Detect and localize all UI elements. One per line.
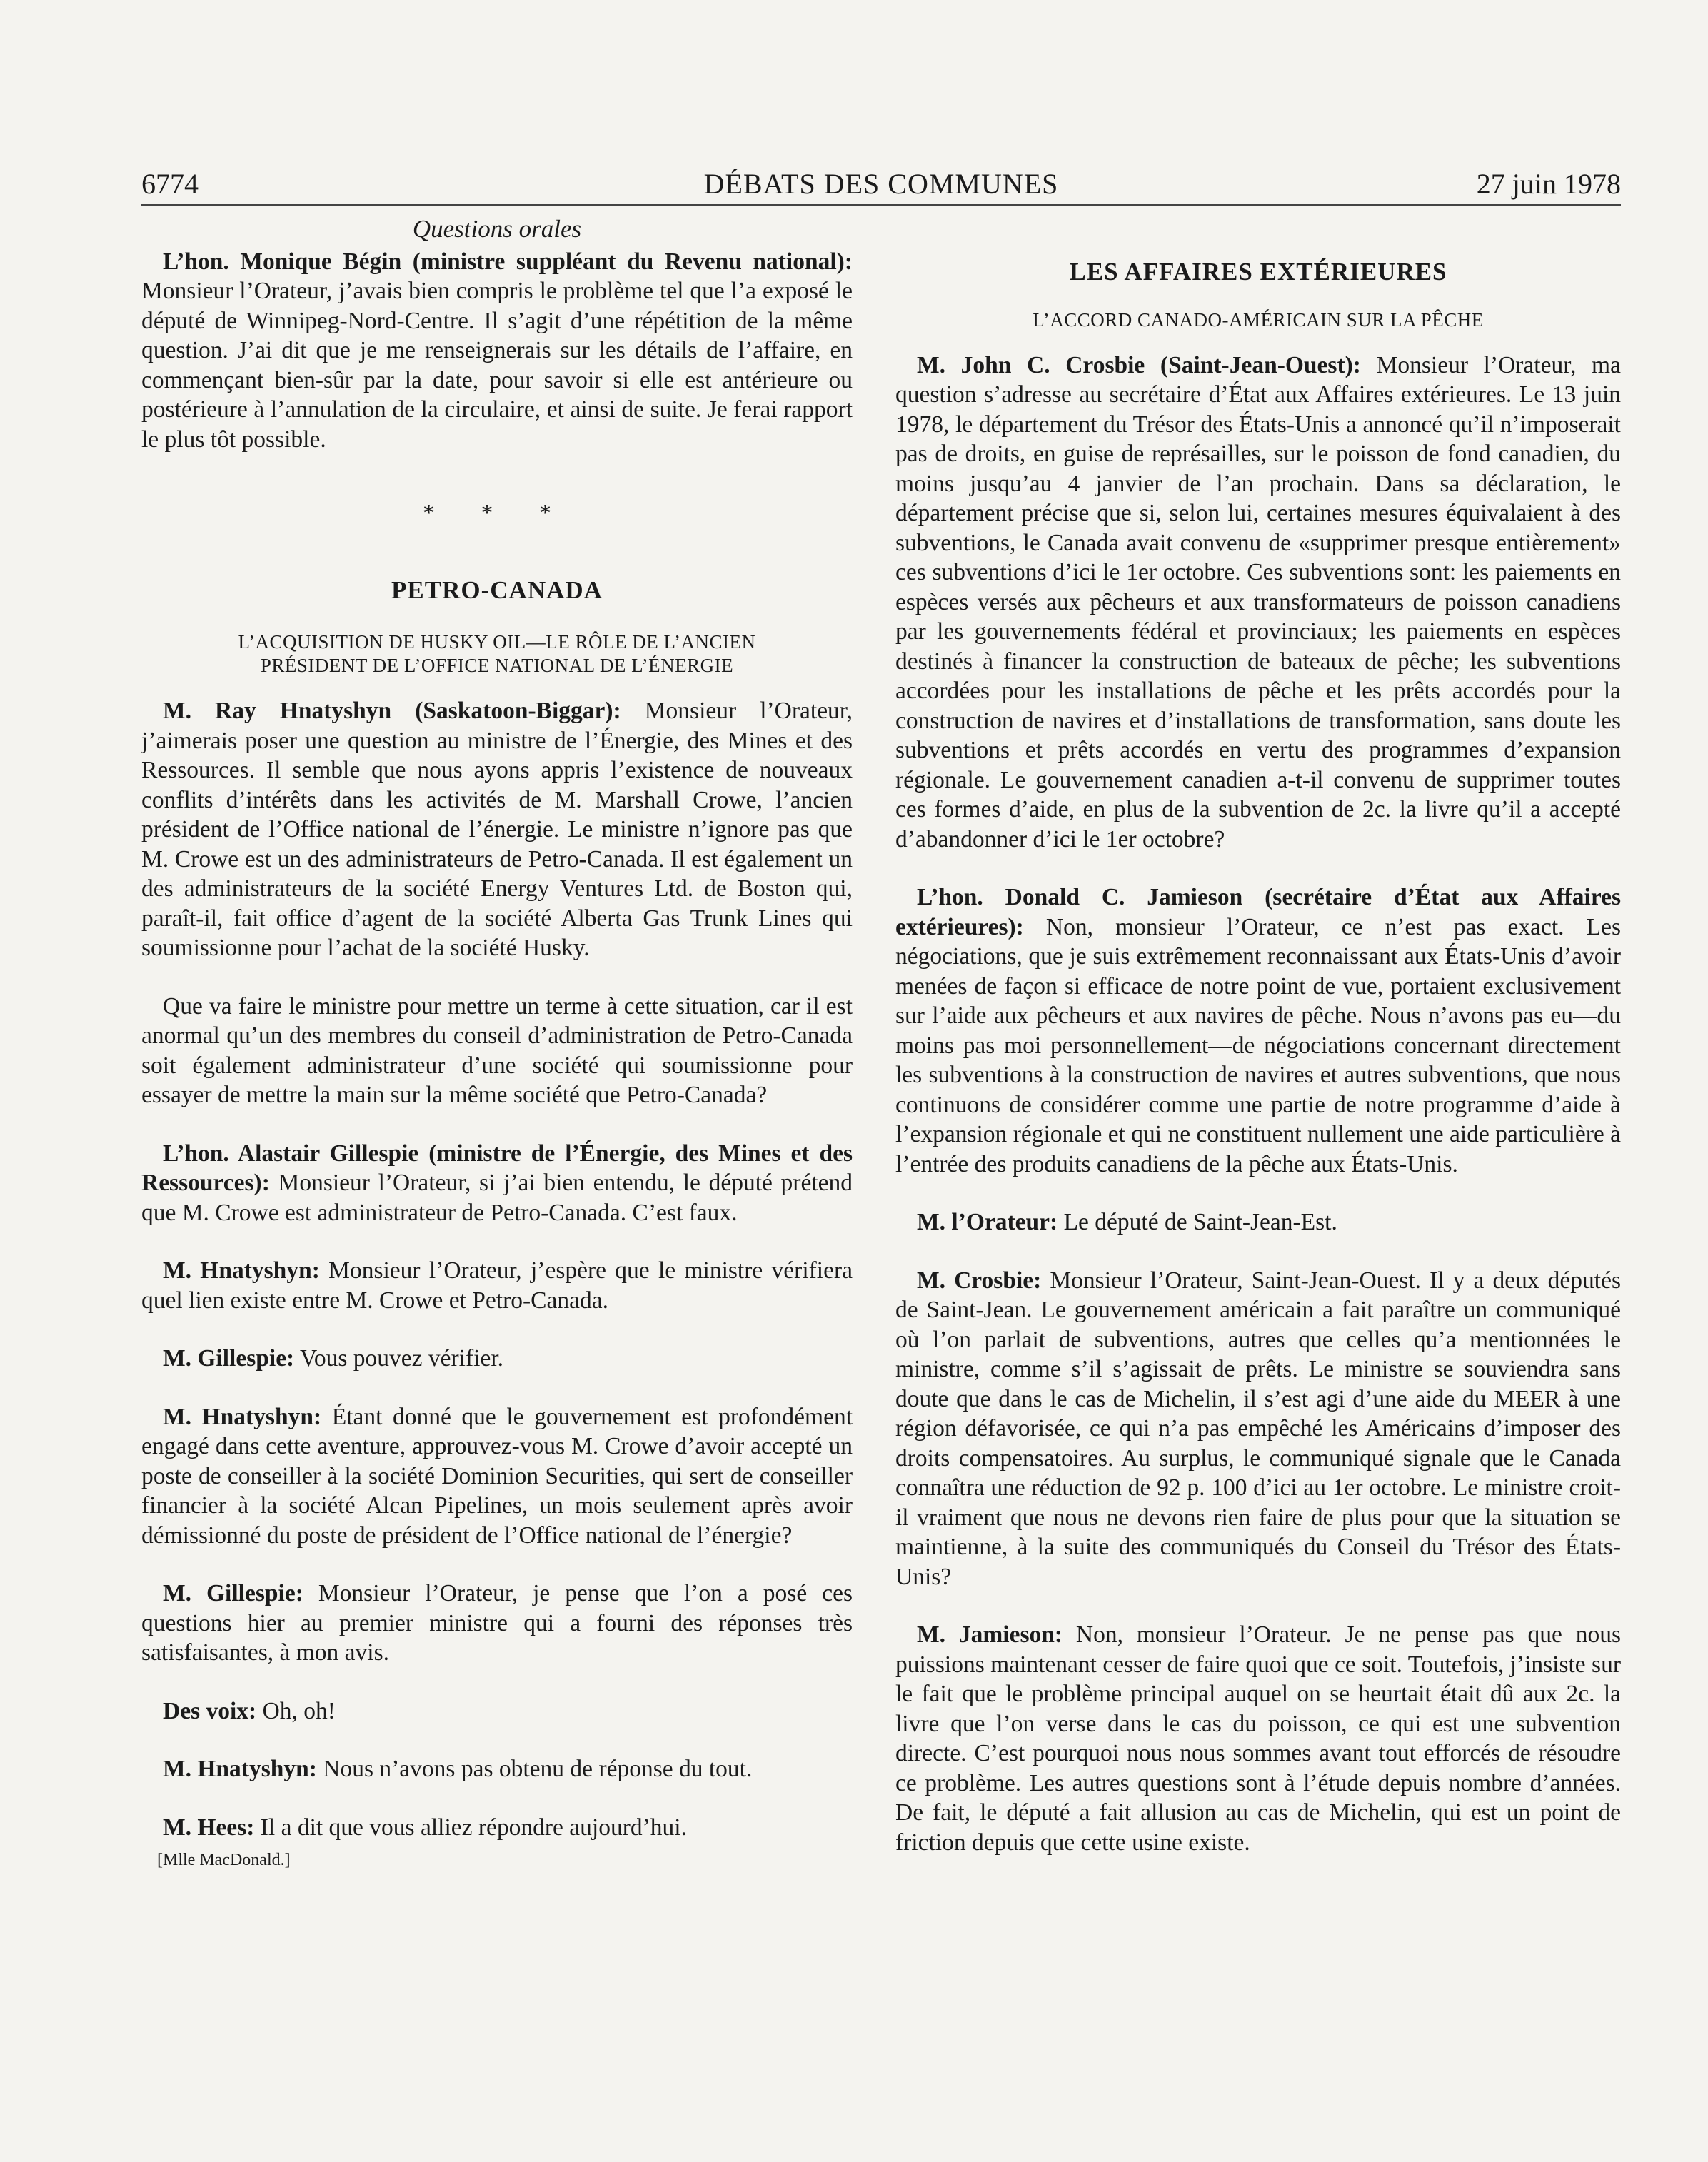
speaker-name: M. l’Orateur:	[917, 1209, 1058, 1235]
speech-text: Monsieur l’Orateur, j’avais bien compris le problème tel que l’a exposé le député de Winnipeg-Nord-Centre. Il s’agit d’une répétition de la même question. J’ai dit que je me renseignerais sur les détails de l’affaire, en commençant bien-sûr par la date, pour savoir si elle est antérieure ou postérieure à l’annulation de la circulaire, et ainsi de suite. Je ferai rapport le plus tôt possible.	[141, 278, 853, 453]
page-header	[141, 161, 1621, 206]
speech-text: Étant donné que le gouvernement est profondément engagé dans cette aventure, approuvez-vous M. Crowe d’avoir accepté un poste de conseiller à la société Dominion Securities, qui sert de conseiller financier à la société Alcan Pipelines, un mois seulement après avoir démissionné du poste de président de l’Office national de l’énergie?	[141, 1403, 853, 1549]
paragraph	[895, 1266, 1621, 1592]
paragraph	[141, 1579, 853, 1668]
paragraph	[895, 1620, 1621, 1857]
speech-text: Monsieur l’Orateur, ma question s’adresse au secrétaire d’État aux Affaires extérieures. Le 13 juin 1978, le département du Trésor des États-Unis a annoncé qu’il n’imposerait pas de droits, en guise de représailles, sur le poisson de fond canadien, du moins jusqu’au 4 janvier de l’an prochain. Dans sa déclaration, le département précise que si, selon lui, certaines mesures équivalaient à des subventions, le Canada avait convenu de «supprimer presque entièrement» ces subventions d’ici le 1er octobre. Ces subventions sont: les paiements en espèces versés aux pêcheurs et aux transformateurs de poisson canadiens par les gouvernements fédéral et provinciaux; les paiements en espèces destinés à financer la construction de bateaux de pêche; les subventions accordées pour les installations de pêche et les prêts accordés pour la construction de navires et d’installations de transformation, sans doute les subventions et prêts accordés en vertu des programmes d’expansion régionale. Le gouvernement canadien a-t-il convenu de supprimer toutes ces formes d’aide, en plus de la subvention de 2c. la livre qu’il a accepté d’abandonner d’ici le 1er octobre?	[895, 351, 1621, 853]
speech-text: Vous pouvez vérifier.	[300, 1345, 503, 1372]
speech-text: Non, monsieur l’Orateur. Je ne pense pas que nous puissions maintenant cesser de faire quoi que ce soit. Toutefois, j’insiste sur le fait que le problème principal auquel on se heurtait était dû aux 2c. la livre que l’on verse dans le cas du poisson, ce qui est une subvention directe. C’est pourquoi nous nous sommes avant tout efforcés de résoudre ce problème. Les autres questions sont à l’étude depuis nombre d’années. De fait, le député a fait allusion au cas de Michelin, qui est un point de friction depuis que cette usine existe.	[895, 1622, 1622, 1856]
speech-text: Monsieur l’Orateur, je pense que l’on a posé ces questions hier au premier ministre qui a fourni des réponses très satisfaisantes, à mon avis.	[141, 1580, 853, 1666]
paragraph	[141, 992, 853, 1110]
speech-text: Monsieur l’Orateur, si j’ai bien entendu, le député prétend que M. Crowe est administrateur de Petro-Canada. C’est faux.	[141, 1170, 853, 1226]
speech-text: Il a dit que vous alliez répondre aujourd’hui.	[260, 1814, 687, 1841]
subheading-line: PRÉSIDENT DE L’OFFICE NATIONAL DE L’ÉNERGIE	[260, 655, 734, 676]
speaker-name: M. Ray Hnatyshyn (Saskatoon-Biggar):	[163, 698, 621, 724]
speech-text: Monsieur l’Orateur, Saint-Jean-Ouest. Il y a deux députés de Saint-Jean. Le gouvernement américain a fait paraître un communiqué où l’on parlait de subventions, autres que celles qu’a mentionnées le ministre, comme s’il s’agissait de prêts. Le ministre se souviendra sans doute que dans le cas de Michelin, il s’est agi d’une aide du MEER à une région défavorisée, ce qui n’a pas empêché les Américains d’imposer des droits compensatoires. Au surplus, le communiqué signale que le Canada connaîtra une réduction de 92 p. 100 d’ici au 1er octobre. Le ministre croit-il vraiment que nous ne devons rien faire de plus pour que la situation se maintienne, à la suite des communiqués du Conseil du Trésor des États-Unis?	[895, 1267, 1622, 1590]
speaker-name: M. Hees:	[163, 1814, 255, 1841]
paragraph	[141, 1754, 853, 1784]
speaker-name: L’hon. Alastair Gillespie (ministre de l’Énergie, des Mines et des Ressources):	[141, 1140, 853, 1196]
speaker-name: Des voix:	[163, 1697, 257, 1724]
paragraph	[141, 1696, 853, 1726]
speech-text: Que va faire le ministre pour mettre un terme à cette situation, car il est anormal qu’un des membres du conseil d’administration de Petro-Canada soit également administrateur d’une société qui soumissionne pour essayer de mettre la main sur la même société que Petro-Canada?	[141, 992, 853, 1108]
speech-text: Monsieur l’Orateur, j’espère que le ministre vérifiera quel lien existe entre M. Crowe et Petro-Canada.	[141, 1257, 853, 1314]
paragraph	[141, 247, 853, 455]
section-subheading: L’ACCORD CANADO-AMÉRICAIN SUR LA PÊCHE	[1033, 308, 1484, 331]
section-kicker: Questions orales	[412, 215, 582, 243]
paragraph	[141, 1813, 853, 1843]
speech-text: Oh, oh!	[262, 1697, 336, 1724]
paragraph	[141, 1344, 853, 1374]
paragraph	[895, 883, 1621, 1179]
right-column	[895, 214, 1621, 1857]
section-heading: PETRO-CANADA	[391, 575, 603, 604]
speaker-name: M. Gillespie:	[163, 1345, 295, 1372]
section-subheading	[141, 630, 853, 678]
issue-date: 27 juin 1978	[1476, 168, 1621, 200]
subheading-line: L’ACQUISITION DE HUSKY OIL—LE RÔLE DE L’ANCIEN	[238, 631, 756, 653]
speaker-name: L’hon. Monique Bégin (ministre suppléant du Revenu national):	[163, 248, 853, 275]
paragraph	[895, 351, 1621, 855]
paragraph	[141, 1256, 853, 1315]
speaker-name: L’hon. Donald C. Jamieson (secrétaire d’État aux Affaires extérieures):	[895, 884, 1621, 940]
speaker-name: M. John C. Crosbie (Saint-Jean-Ouest):	[917, 351, 1361, 378]
footnote: [Mlle MacDonald.]	[157, 1851, 291, 1869]
speech-text: Le député de Saint-Jean-Est.	[1063, 1209, 1337, 1235]
paragraph	[895, 1207, 1621, 1237]
speech-text: Monsieur l’Orateur, j’aimerais poser une question au ministre de l’Énergie, des Mines et des Ressources. Il semble que nous ayons appris l’existence de nouveaux conflits d’intérêts dans les activités de M. Marshall Crowe, l’ancien président de l’Office national de l’énergie. Le ministre n’ignore pas que M. Crowe est un des administrateurs de Petro-Canada. Il est également un des administrateurs de la société Energy Ventures Ltd. de Boston qui, paraît-il, fait office d’agent de la société Alberta Gas Trunk Lines qui soumissionne pour l’achat de la société Husky.	[141, 698, 853, 961]
speech-text: Nous n’avons pas obtenu de réponse du tout.	[323, 1756, 753, 1782]
speaker-name: M. Jamieson:	[917, 1622, 1063, 1648]
section-separator: * * *	[423, 500, 571, 526]
page-number: 6774	[141, 168, 199, 200]
section-heading: LES AFFAIRES EXTÉRIEURES	[1069, 258, 1447, 286]
speaker-name: M. Hnatyshyn:	[163, 1257, 320, 1284]
publication-title: DÉBATS DES COMMUNES	[703, 168, 1059, 200]
speaker-name: M. Crosbie:	[917, 1267, 1042, 1294]
paragraph	[141, 696, 853, 963]
paragraph	[141, 1139, 853, 1228]
speech-text: Non, monsieur l’Orateur, ce n’est pas exact. Les négociations, que je suis extrêmement reconnaissant aux États-Unis d’avoir menées de façon si efficace de notre point de vue, portaient exclusivement sur l’aide aux pêcheurs et aux navires de pêche. Nous n’avons pas eu—du moins pas moi personnellement—de négociations concernant directement les subventions à la construction de navires et autres subventions, que nous continuons de considérer comme une partie de notre programme d’aide à l’expansion régionale et qui ne constituent nullement une aide particulière à l’entrée des produits canadiens de la pêche aux États-Unis.	[895, 913, 1621, 1177]
speaker-name: M. Hnatyshyn:	[163, 1403, 322, 1430]
paragraph	[141, 1402, 853, 1551]
speaker-name: M. Gillespie:	[163, 1580, 303, 1607]
left-column	[141, 214, 853, 1871]
speaker-name: M. Hnatyshyn:	[163, 1756, 317, 1782]
